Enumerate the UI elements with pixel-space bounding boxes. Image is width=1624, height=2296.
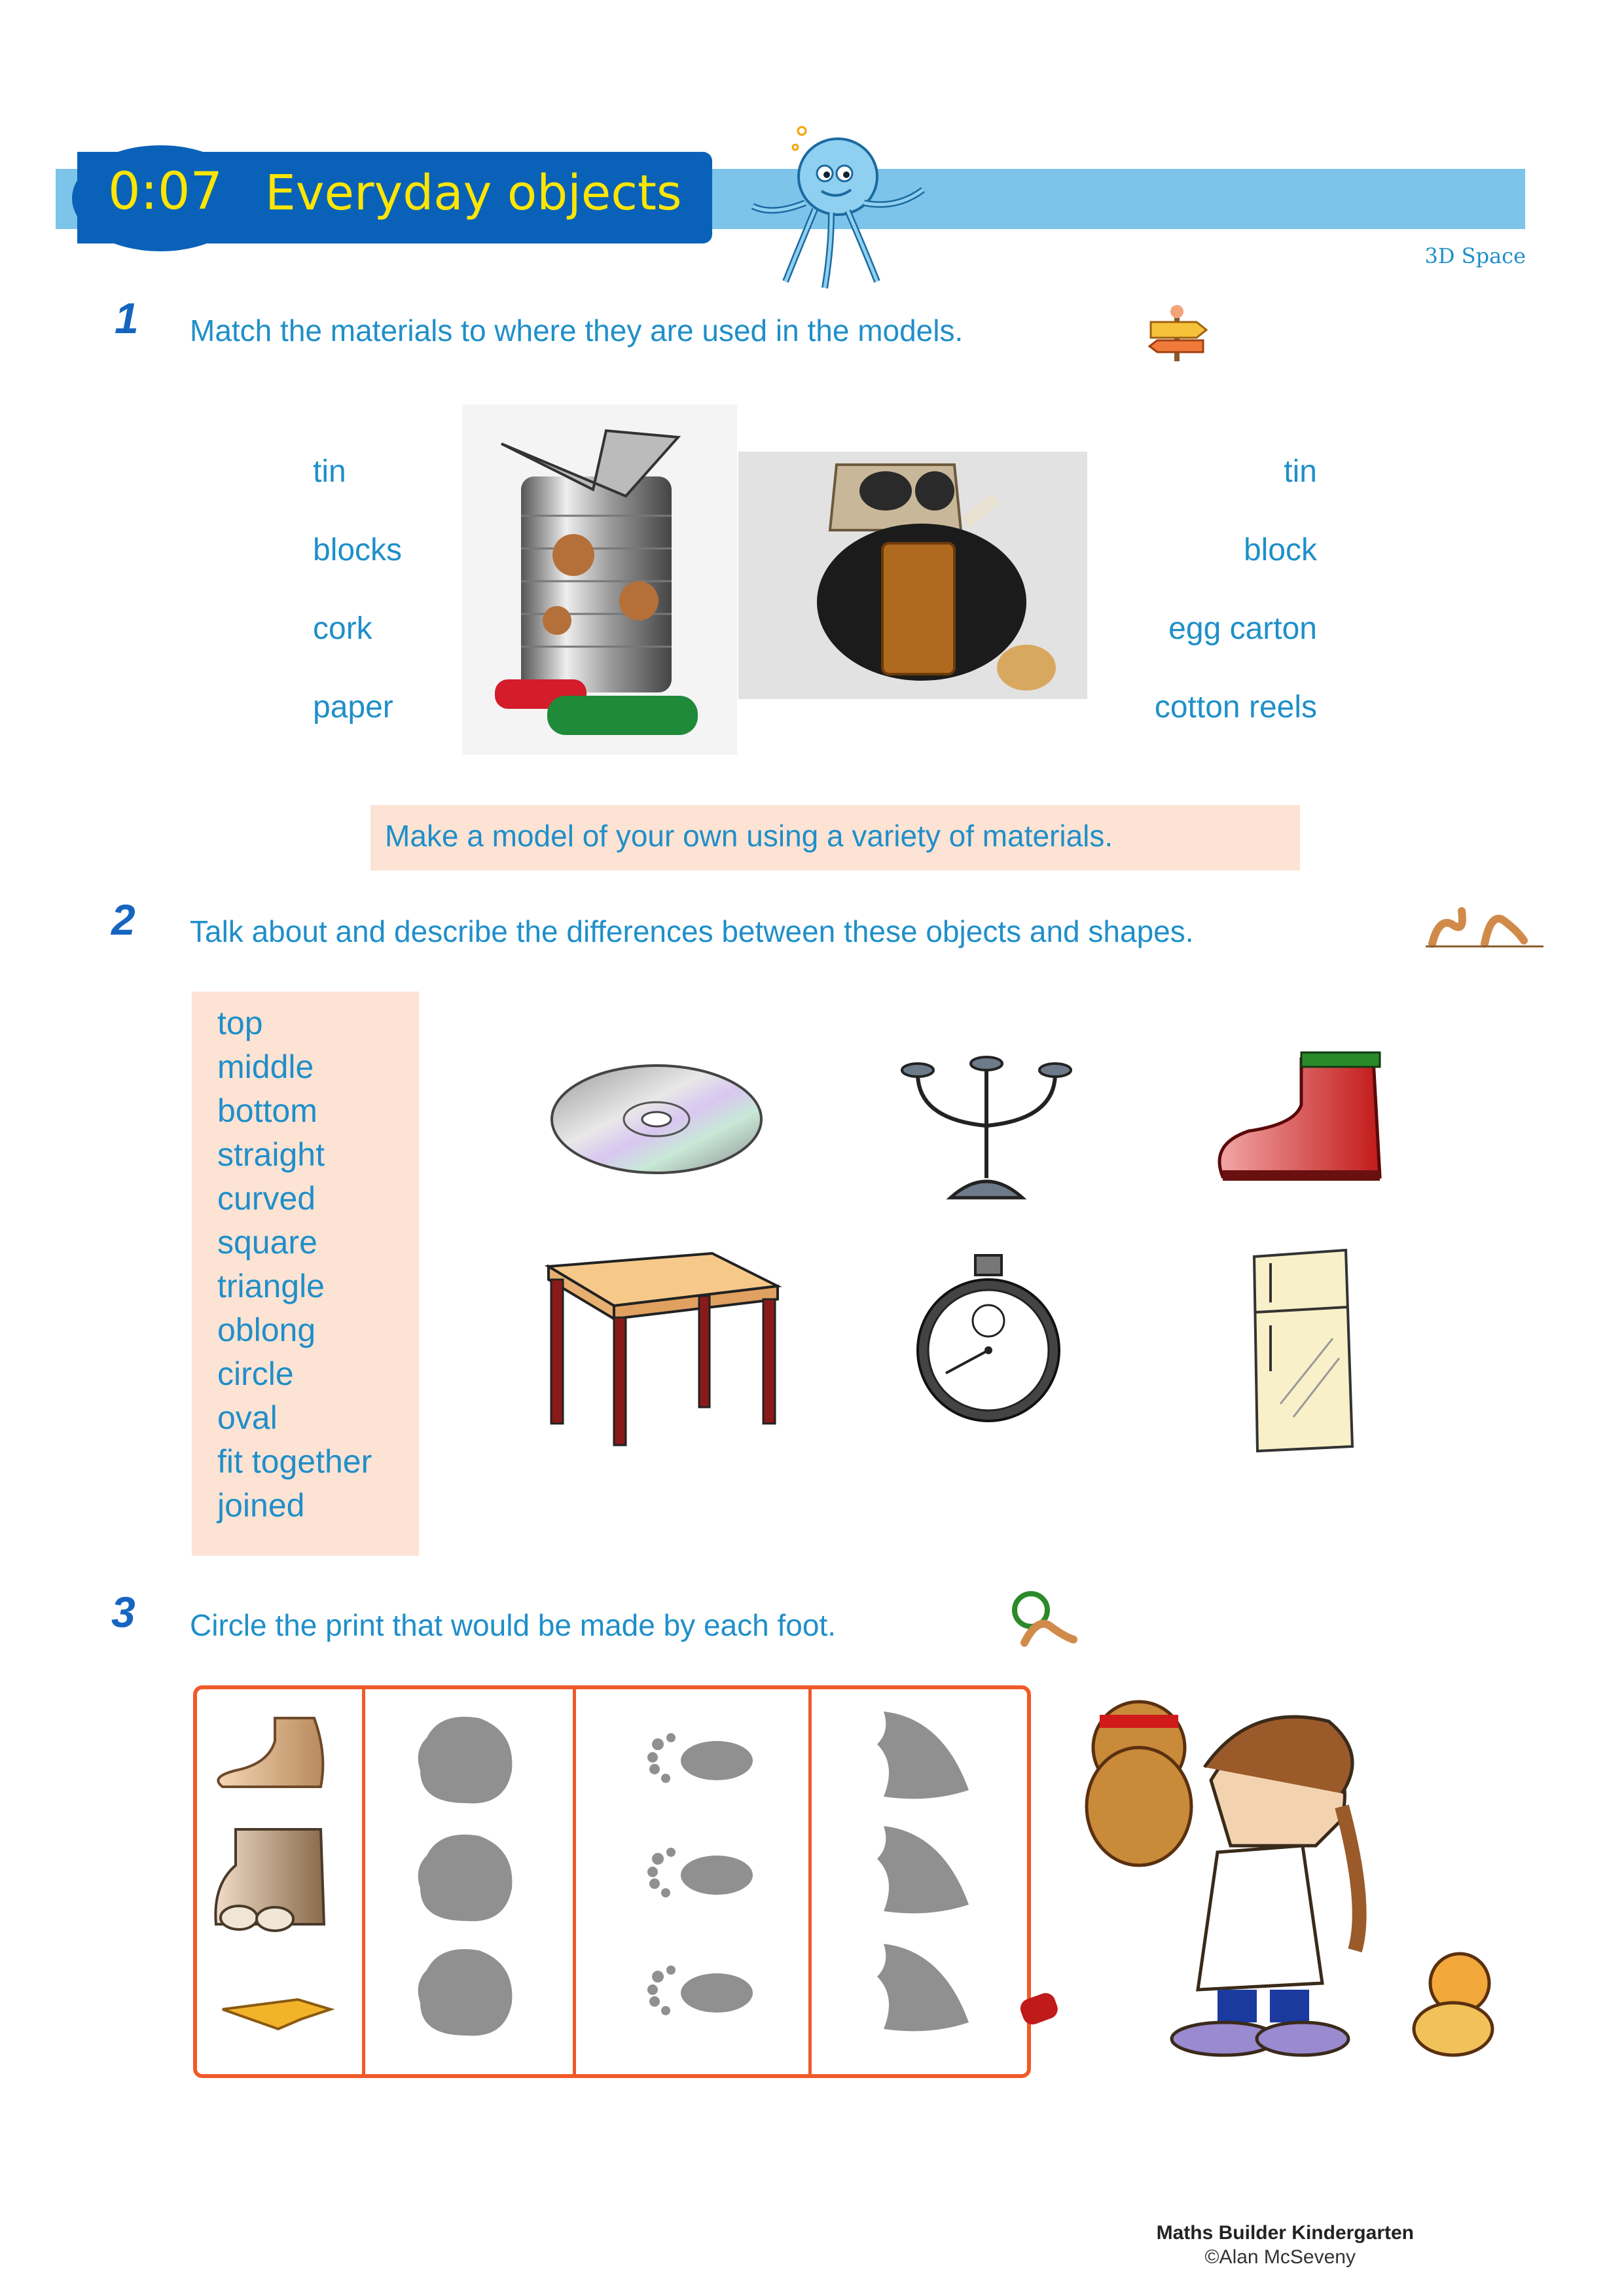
footprint-icon	[638, 1846, 756, 1901]
lesson-number: 0:07	[108, 162, 223, 221]
right-word-cotton-reels: cotton reels	[1154, 690, 1317, 725]
vocab-oblong: oblong	[217, 1312, 316, 1348]
left-word-paper: paper	[313, 690, 393, 725]
right-word-block: block	[1243, 533, 1317, 567]
candelabra-icon	[892, 1047, 1081, 1204]
table-divider	[362, 1685, 365, 2078]
vocab-straight: straight	[217, 1136, 325, 1173]
question-1-text: Match the materials to where they are used in the models.	[190, 314, 964, 348]
triangle-print-icon	[871, 1937, 975, 2042]
left-word-tin: tin	[313, 454, 346, 489]
table-icon	[542, 1247, 784, 1450]
footer-author: ©Alan McSeveny	[1204, 2246, 1356, 2268]
cd-icon	[549, 1060, 765, 1178]
question-2-number: 2	[111, 895, 135, 944]
signpost-icon	[1144, 302, 1210, 361]
triangle-print-icon	[871, 1820, 975, 1924]
vocab-fit-together: fit together	[217, 1443, 372, 1480]
vocab-top: top	[217, 1005, 263, 1041]
vocab-square: square	[217, 1224, 317, 1261]
right-word-tin: tin	[1284, 454, 1317, 489]
right-word-egg-carton: egg carton	[1168, 611, 1317, 646]
table-divider	[808, 1685, 812, 2078]
vocab-middle: middle	[217, 1049, 314, 1085]
round-print-icon	[414, 1829, 518, 1928]
vocab-oval: oval	[217, 1399, 278, 1436]
note-text: Make a model of your own using a variety of materials.	[385, 819, 1113, 853]
question-2-text: Talk about and describe the differences between these objects and shapes.	[190, 914, 1194, 948]
human-foot-icon	[209, 1715, 334, 1793]
question-3-number: 3	[111, 1588, 135, 1636]
footprint-icon	[638, 1731, 756, 1787]
footer-book-title: Maths Builder Kindergarten	[1156, 2222, 1414, 2244]
boot-icon	[1210, 1046, 1393, 1190]
fridge-icon	[1241, 1247, 1365, 1456]
left-word-blocks: blocks	[313, 533, 403, 567]
stopwatch-icon	[913, 1249, 1064, 1426]
vocab-bottom: bottom	[217, 1092, 317, 1129]
footprint-icon	[638, 1964, 756, 2019]
question-1-number: 1	[115, 294, 139, 342]
vocab-circle: circle	[217, 1355, 294, 1392]
triangle-print-icon	[871, 1705, 975, 1810]
vocab-joined: joined	[217, 1487, 305, 1524]
question-3-text: Circle the print that would be made by each foot.	[190, 1608, 837, 1642]
octopus-icon	[746, 118, 936, 295]
left-word-cork: cork	[313, 611, 372, 646]
magnifier-worm-icon	[1005, 1587, 1077, 1646]
page-title: Everyday objects	[265, 165, 682, 221]
girl-with-teddy-illustration	[1001, 1676, 1525, 2068]
dog-model-photo	[738, 452, 1087, 699]
table-divider	[573, 1685, 576, 2078]
vocab-curved: curved	[217, 1180, 316, 1217]
round-print-icon	[414, 1944, 518, 2042]
vocab-triangle: triangle	[217, 1268, 325, 1304]
elephant-foot-icon	[209, 1826, 334, 1931]
duck-foot-icon	[219, 1990, 337, 2036]
section-tag: 3D Space	[1424, 243, 1526, 268]
tin-model-photo	[462, 404, 737, 755]
worms-icon	[1426, 898, 1543, 950]
round-print-icon	[414, 1712, 518, 1810]
